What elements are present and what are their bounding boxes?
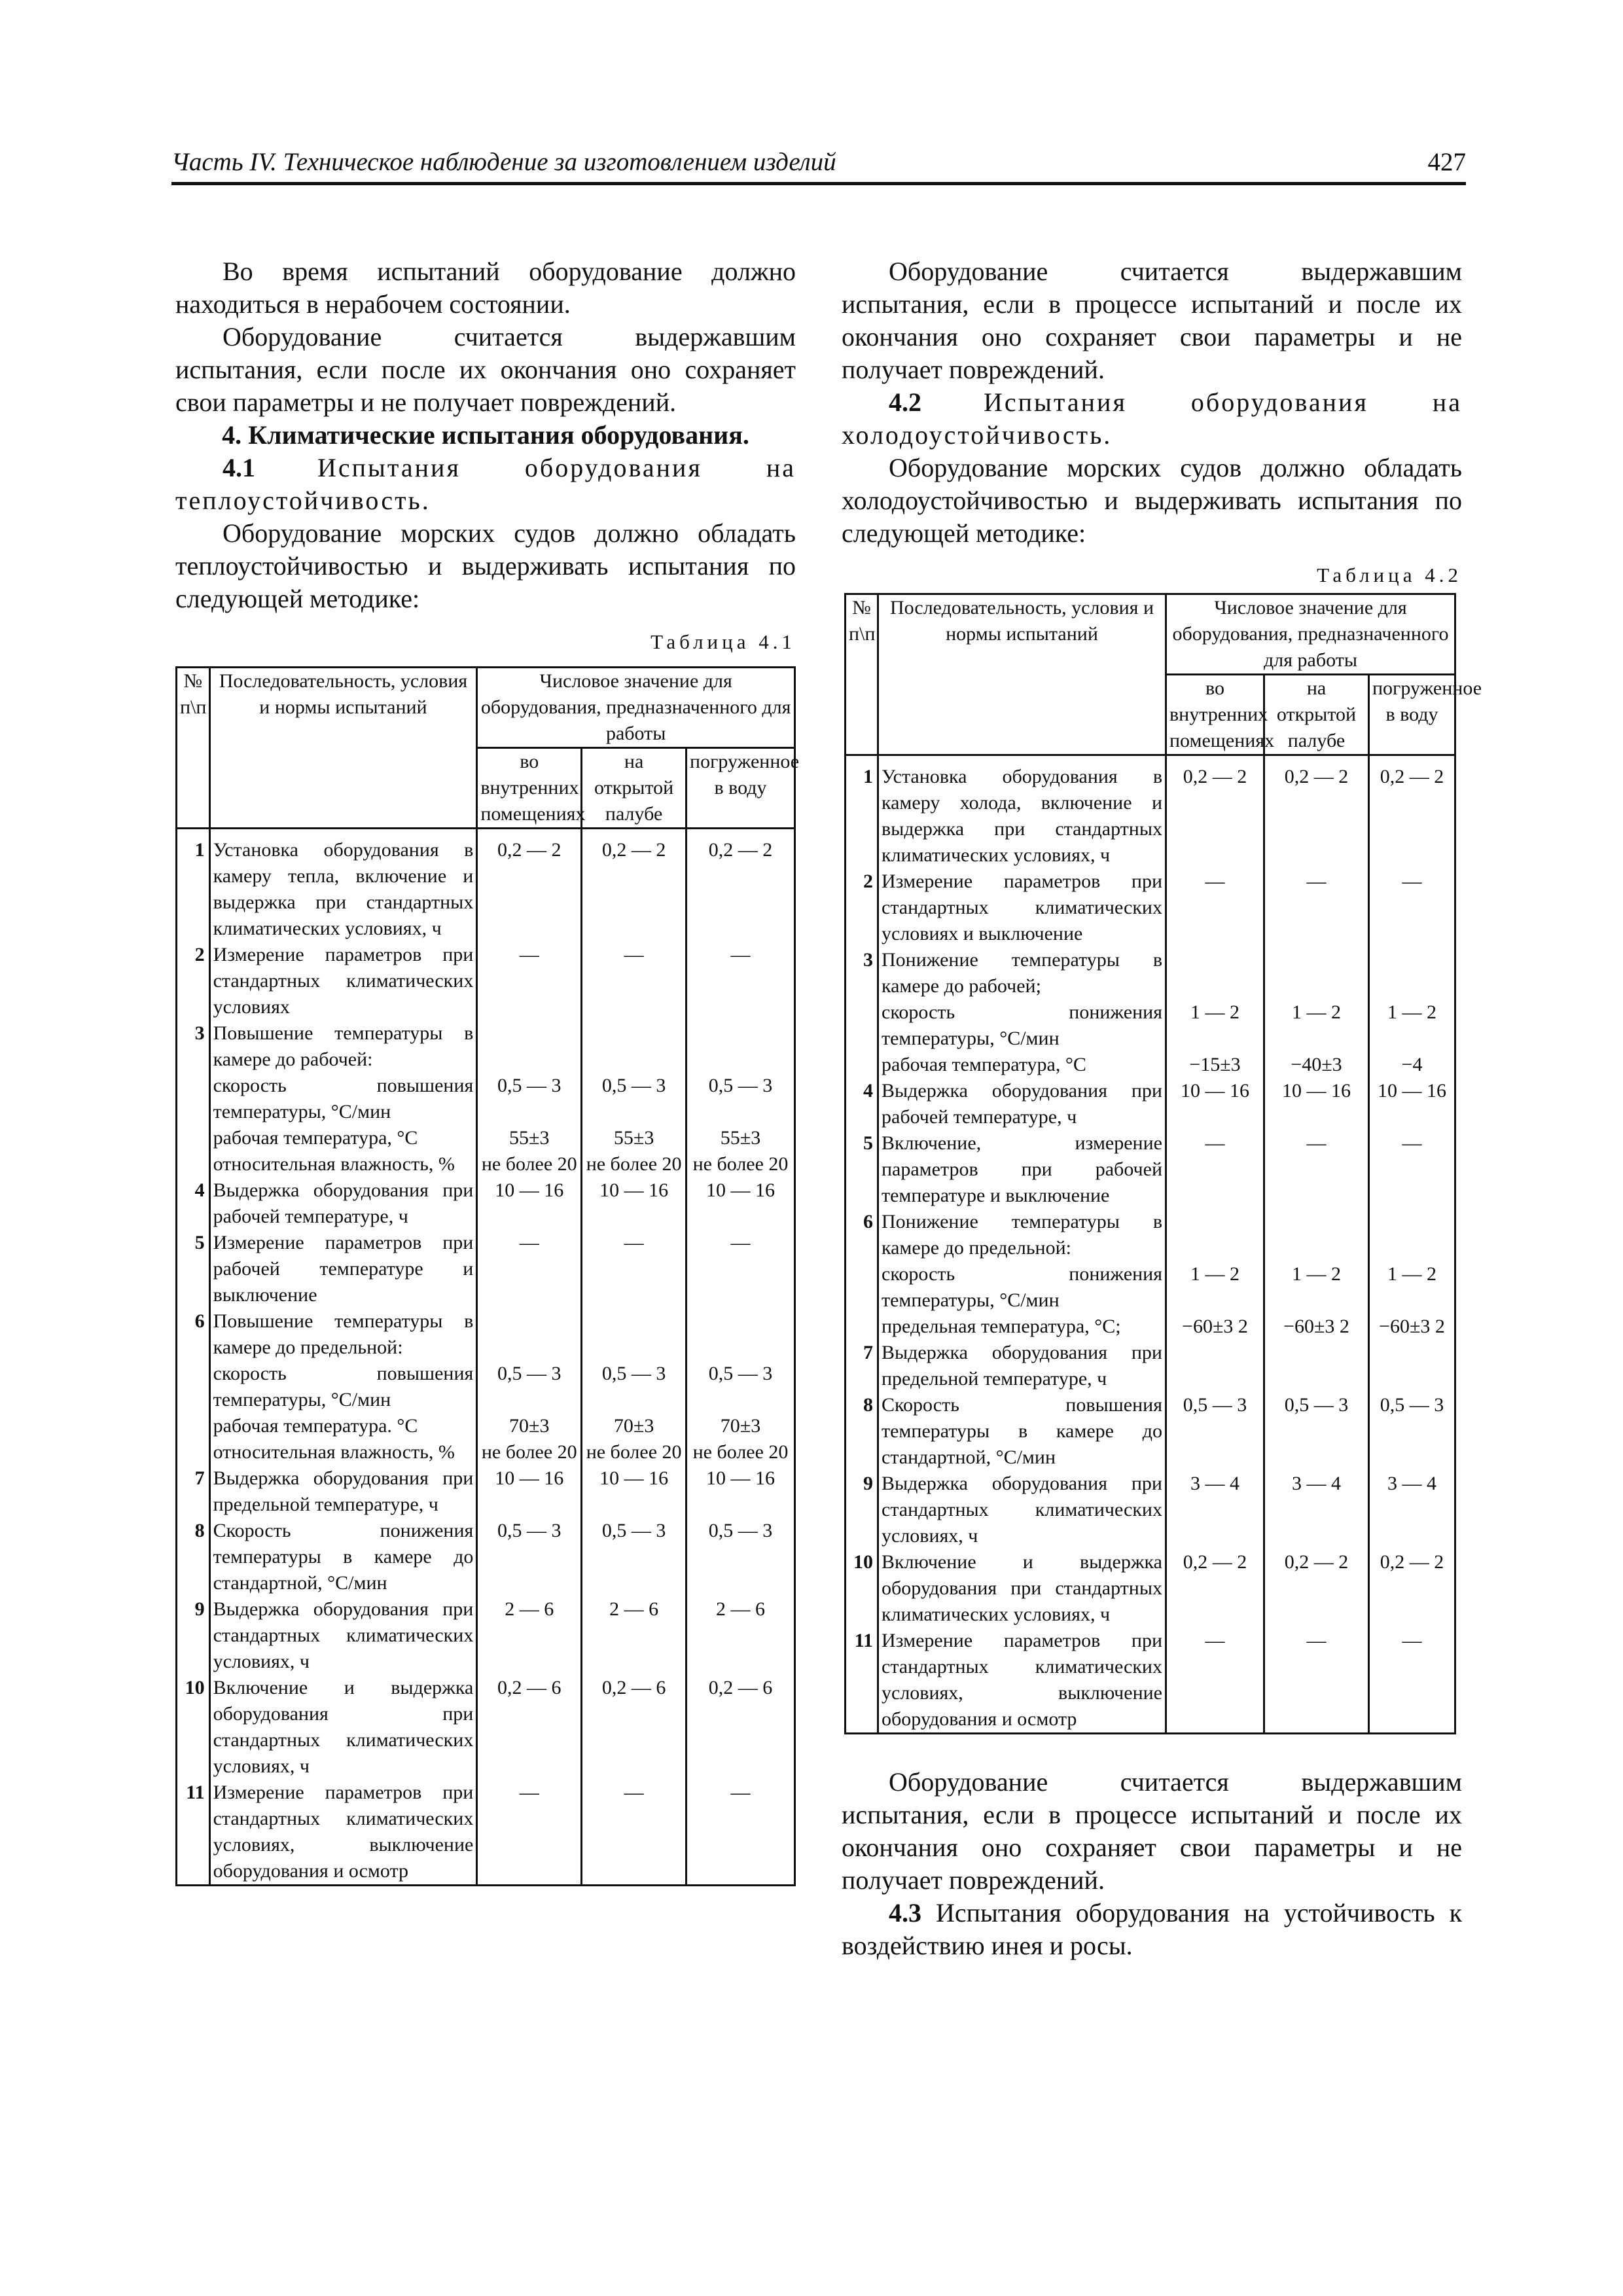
row-value: 0,5 — 3 [687,1073,795,1125]
row-value [1264,947,1369,999]
row-text: Выдержка оборудования при стандартных климатических условиях, ч [209,1596,477,1675]
row-number: 6 [846,1209,878,1261]
row-value: 0,2 — 2 [1369,755,1455,869]
header-column-3: погруженное в воду [687,748,795,829]
table-row [177,1439,795,1465]
row-value: 0,5 — 3 [1166,1392,1264,1471]
row-text: скорость повышения температуры, °С/мин [209,1361,477,1413]
row-text: Скорость повышения температуры в камере до стандартной, °С/мин [878,1392,1166,1471]
row-value: не более 20 [582,1439,687,1465]
table-row [846,755,1455,869]
row-value: 0,2 — 6 [477,1675,582,1780]
row-value: 55±3 [687,1125,795,1151]
row-value: 0,5 — 3 [477,1361,582,1413]
row-value [582,1020,687,1073]
row-value: — [687,1230,795,1308]
row-value: 0,2 — 2 [477,829,582,942]
subsection-number: 4.3 [889,1898,921,1928]
row-text: рабочая температура, °С [209,1125,477,1151]
row-number [846,1261,878,1314]
header-column-1: во внутренних помещениях [477,748,582,829]
row-text: Установка оборудования в камеру тепла, включение и выдержка при стандартных климатических условиях, ч [209,829,477,942]
row-number: 9 [846,1471,878,1549]
table-row [177,1465,795,1518]
row-text: скорость понижения температуры, °С/мин [878,999,1166,1052]
table-row [177,1230,795,1308]
row-text: рабочая температура. °С [209,1413,477,1439]
row-value: 10 — 16 [1369,1078,1455,1130]
row-text: Включение и выдержка оборудования при стандартных климатических условиях, ч [878,1549,1166,1628]
row-value [1166,947,1264,999]
left-column [175,255,800,1886]
row-value: не более 20 [687,1439,795,1465]
row-value: — [687,942,795,1020]
row-text: Измерение параметров при стандартных климатических условиях, выключение оборудования и осмотр [878,1628,1166,1734]
table-row [846,1549,1455,1628]
row-number: 3 [846,947,878,999]
running-header [171,145,1466,185]
header-values: Числовое значение для оборудования, предназначенного для работы [477,668,795,748]
row-value: −60±3 2 [1369,1314,1455,1340]
row-value: — [582,942,687,1020]
row-value: 0,2 — 2 [1264,755,1369,869]
row-text: Повышение температуры в камере до рабочей: [209,1020,477,1073]
table-row [177,1518,795,1596]
row-value [582,1308,687,1361]
row-value: 10 — 16 [1264,1078,1369,1130]
row-value [1369,1209,1455,1261]
row-text: относительная влажность, % [209,1439,477,1465]
row-number: 8 [846,1392,878,1471]
table-row [846,1052,1455,1078]
row-value: 1 — 2 [1369,1261,1455,1314]
row-value: 3 — 4 [1264,1471,1369,1549]
table-row [846,1314,1455,1340]
table-caption: Таблица 4.1 [651,630,796,653]
row-number [177,1073,210,1125]
row-text: Измерение параметров при стандартных климатических условиях, выключение оборудования и осмотр [209,1780,477,1886]
row-value: 0,5 — 3 [477,1518,582,1596]
row-value: 0,5 — 3 [687,1361,795,1413]
header-column-2: на открытой палубе [582,748,687,829]
table-row [177,1073,795,1125]
row-number: 11 [177,1780,210,1886]
row-number: 1 [177,829,210,942]
row-number: 10 [177,1675,210,1780]
row-text: Измерение параметров при стандартных климатических условиях [209,942,477,1020]
row-number: 7 [846,1340,878,1392]
row-value: — [582,1780,687,1886]
table-row [177,1413,795,1439]
row-value [1369,1340,1455,1392]
row-value: 10 — 16 [1166,1078,1264,1130]
header-sequence: Последовательность, условия и нормы испытаний [209,668,477,829]
table-row [177,1125,795,1151]
row-value: — [1369,1130,1455,1209]
section-heading-text: 4. Климатические испытания оборудования. [222,420,749,450]
row-number: 2 [177,942,210,1020]
row-value: 10 — 16 [582,1177,687,1230]
row-text: Включение, измерение параметров при рабочей температуре и выключение [878,1130,1166,1209]
table-header-row [846,594,1455,675]
row-text: скорость понижения температуры, °С/мин [878,1261,1166,1314]
row-value [1369,947,1455,999]
table-row [846,1078,1455,1130]
table-row [177,1308,795,1361]
row-text: Установка оборудования в камеру холода, включение и выдержка при стандартных климатических условиях, ч [878,755,1166,869]
row-value: 2 — 6 [477,1596,582,1675]
subsection-number: 4.1 [223,453,255,482]
row-value: — [1166,869,1264,947]
table-row [177,942,795,1020]
row-value: 0,2 — 2 [1166,1549,1264,1628]
row-value: — [1264,1628,1369,1734]
row-value: не более 20 [477,1151,582,1177]
row-value: 0,5 — 3 [477,1073,582,1125]
subsection-number: 4.2 [889,387,921,417]
row-number [846,1314,878,1340]
row-number: 10 [846,1549,878,1628]
row-value: 10 — 16 [687,1465,795,1518]
table-caption: Таблица 4.2 [1317,564,1462,586]
table-row [846,1628,1455,1734]
row-value: 0,5 — 3 [687,1518,795,1596]
subsection-title: Испытания оборудования на холодоустойчивость. [842,387,1462,450]
row-number: 11 [846,1628,878,1734]
row-text: предельная температура, °С; [878,1314,1166,1340]
row-value: 0,5 — 3 [1369,1392,1455,1471]
row-number [846,1052,878,1078]
row-value: 10 — 16 [582,1465,687,1518]
table-row [177,1596,795,1675]
row-value: — [1264,869,1369,947]
row-value: 0,5 — 3 [582,1518,687,1596]
table-row [846,869,1455,947]
table-row [177,829,795,942]
header-column-1: во внутренних помещениях [1166,675,1264,755]
page-number: 427 [1427,148,1466,176]
row-value: — [1166,1628,1264,1734]
row-value [1264,1209,1369,1261]
row-value [1264,1340,1369,1392]
row-value: — [582,1230,687,1308]
row-number [177,1361,210,1413]
row-text: Включение и выдержка оборудования при стандартных климатических условиях, ч [209,1675,477,1780]
row-value [1166,1340,1264,1392]
row-value: 0,2 — 2 [1166,755,1264,869]
table-4-1 [175,666,800,1886]
row-text: Повышение температуры в камере до предельной: [209,1308,477,1361]
paragraph: Во время испытаний оборудование должно находиться в нерабочем состоянии. [175,257,796,319]
table-row [177,1151,795,1177]
row-value: не более 20 [582,1151,687,1177]
row-value: 0,5 — 3 [582,1361,687,1413]
row-text: Понижение температуры в камере до предельной: [878,1209,1166,1261]
row-text: рабочая температура, °С [878,1052,1166,1078]
row-value [477,1308,582,1361]
row-value: 0,5 — 3 [1264,1392,1369,1471]
header-values: Числовое значение для оборудования, предназначенного для работы [1166,594,1455,675]
row-value: не более 20 [687,1151,795,1177]
row-value: 2 — 6 [582,1596,687,1675]
paragraph: Оборудование считается выдержавшим испытания, если в процессе испытаний и после их окончания оно сохраняет свои параметры и не получает повреждений. [842,1767,1462,1895]
header-sequence: Последовательность, условия и нормы испытаний [878,594,1166,755]
row-number [846,999,878,1052]
row-value: — [477,1780,582,1886]
row-text: Измерение параметров при рабочей температуре и выключение [209,1230,477,1308]
table-row [177,1361,795,1413]
row-text: Скорость понижения температуры в камере до стандартной, °С/мин [209,1518,477,1596]
right-column [842,255,1482,1962]
row-value: −40±3 [1264,1052,1369,1078]
row-value: 0,2 — 6 [687,1675,795,1780]
row-value: — [1166,1130,1264,1209]
row-value: 3 — 4 [1166,1471,1264,1549]
header-number: № п\п [177,668,210,829]
row-value [687,1308,795,1361]
row-value: −60±3 2 [1166,1314,1264,1340]
subsection-title: Испытания оборудования на теплоустойчивость. [175,453,796,515]
row-value: 1 — 2 [1264,1261,1369,1314]
subsection-title: Испытания оборудования на устойчивость к воздействию инея и росы. [842,1898,1462,1960]
row-number: 2 [846,869,878,947]
row-value: 10 — 16 [477,1465,582,1518]
row-value: — [477,1230,582,1308]
row-value: 1 — 2 [1166,999,1264,1052]
table-row [846,1130,1455,1209]
row-number: 5 [846,1130,878,1209]
header-number: № п\п [846,594,878,755]
row-text: скорость повышения температуры, °С/мин [209,1073,477,1125]
table-row [177,1675,795,1780]
row-value: — [477,942,582,1020]
row-value: 70±3 [582,1413,687,1439]
header-column-2: на открытой палубе [1264,675,1369,755]
row-value: 0,2 — 2 [582,829,687,942]
table-row [177,1780,795,1886]
table-row [846,1392,1455,1471]
row-value: 0,2 — 2 [1264,1549,1369,1628]
row-value: 0,2 — 2 [1369,1549,1455,1628]
row-text: относительная влажность, % [209,1151,477,1177]
row-value: 10 — 16 [477,1177,582,1230]
table-row [846,999,1455,1052]
row-text: Измерение параметров при стандартных климатических условиях и выключение [878,869,1166,947]
row-number: 7 [177,1465,210,1518]
row-value: −4 [1369,1052,1455,1078]
row-value [477,1020,582,1073]
table-row [846,1471,1455,1549]
row-number: 9 [177,1596,210,1675]
row-value: 1 — 2 [1166,1261,1264,1314]
table-row [177,1177,795,1230]
row-value: 1 — 2 [1264,999,1369,1052]
paragraph: Оборудование морских судов должно обладать холодоустойчивостью и выдерживать испытания по следующей методике: [842,453,1462,548]
table-row [846,1209,1455,1261]
paragraph: Оборудование считается выдержавшим испытания, если в процессе испытаний и после их окончания оно сохраняет свои параметры и не получает повреждений. [842,257,1462,384]
row-text: Выдержка оборудования при рабочей температуре, ч [878,1078,1166,1130]
subsection-heading [842,1897,1462,1962]
row-value: 0,2 — 2 [687,829,795,942]
subsection-heading [842,386,1462,452]
table-4-2 [844,593,1482,1734]
row-text: Выдержка оборудования при предельной температуре, ч [209,1465,477,1518]
row-text: Выдержка оборудования при рабочей температуре, ч [209,1177,477,1230]
header-title: Часть IV. Техническое наблюдение за изготовлением изделий [171,148,836,176]
table-row [846,1261,1455,1314]
row-number [177,1439,210,1465]
row-value: 55±3 [477,1125,582,1151]
row-number: 1 [846,755,878,869]
row-value: 2 — 6 [687,1596,795,1675]
row-value: 3 — 4 [1369,1471,1455,1549]
row-value: 70±3 [477,1413,582,1439]
row-value [1166,1209,1264,1261]
row-value: −15±3 [1166,1052,1264,1078]
section-heading [175,419,796,452]
row-value: 70±3 [687,1413,795,1439]
row-number: 5 [177,1230,210,1308]
row-text: Выдержка оборудования при предельной температуре, ч [878,1340,1166,1392]
table-row [177,1020,795,1073]
row-number: 4 [846,1078,878,1130]
table-row [846,1340,1455,1392]
row-value: — [1369,1628,1455,1734]
row-value: — [687,1780,795,1886]
table-row [846,947,1455,999]
row-value: 1 — 2 [1369,999,1455,1052]
row-text: Выдержка оборудования при стандартных климатических условиях, ч [878,1471,1166,1549]
row-value: не более 20 [477,1439,582,1465]
row-value: 0,5 — 3 [582,1073,687,1125]
paragraph: Оборудование морских судов должно обладать теплоустойчивостью и выдерживать испытания по следующей методике: [175,518,796,613]
row-number [177,1413,210,1439]
table-header-row [177,668,795,748]
row-value: 10 — 16 [687,1177,795,1230]
row-value: 0,2 — 6 [582,1675,687,1780]
row-value: −60±3 2 [1264,1314,1369,1340]
row-value: — [1369,869,1455,947]
row-number [177,1125,210,1151]
paragraph: Оборудование считается выдержавшим испытания, если после их окончания оно сохраняет свои параметры и не получает повреждений. [175,322,796,417]
row-number: 4 [177,1177,210,1230]
row-number: 6 [177,1308,210,1361]
header-column-3: погруженное в воду [1369,675,1455,755]
row-value [687,1020,795,1073]
row-number: 3 [177,1020,210,1073]
row-number: 8 [177,1518,210,1596]
row-value: — [1264,1130,1369,1209]
row-value: 55±3 [582,1125,687,1151]
subsection-heading [175,452,796,517]
row-text: Понижение температуры в камере до рабочей; [878,947,1166,999]
row-number [177,1151,210,1177]
